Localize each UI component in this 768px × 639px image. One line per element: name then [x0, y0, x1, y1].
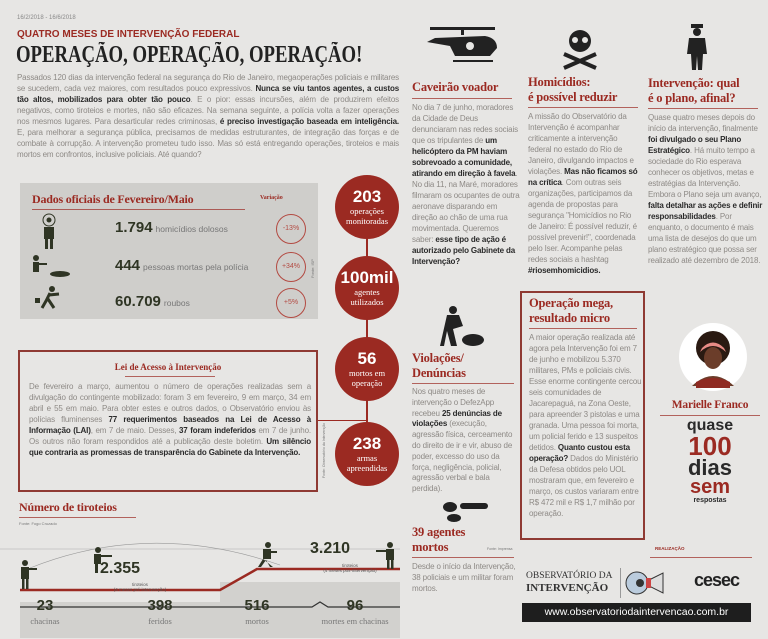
lei-title: Lei de Acesso à Intervenção: [114, 362, 222, 372]
body-text: Dados do Ministério da Defesa obtidos pelo UOL mostraram que, em fevereiro e março, os custos variaram entre R$ 472 mil e R$ 1,7 milhão por operação.: [529, 454, 639, 518]
realizacao-label: REALIZAÇÃO: [655, 546, 685, 551]
mega-text: [529, 332, 642, 519]
cesec-logo: cesec: [694, 570, 740, 590]
lei-text: [29, 381, 311, 458]
stat-row: 444 pessoas mortas pela polícia: [115, 257, 249, 274]
body-text: A missão do Observatório da Intervenção é acompanhar criticamente a intervenção federal no estado do Rio de Janeiro, divulgando impactos e violações.: [528, 112, 634, 176]
tiroteios-after-value: 3.210: [310, 540, 351, 557]
lei-acesso-box: [18, 350, 318, 492]
plano-title: Intervenção: qual é o plano, afinal?: [648, 76, 740, 105]
body-text: Nos quatro meses de intervenção o DefezApp recebeu: [412, 387, 495, 418]
intro-paragraph: [17, 72, 399, 160]
timeline-circle: 56 mortos em operação: [335, 337, 399, 401]
body-text: (execução, agressão física, cerceamento do direito de ir e vir, abuso de poder, excesso do uso da força, negligência, policial, agressão verbal e bala perdida).: [412, 419, 513, 494]
marielle-name: Marielle Franco: [671, 399, 749, 411]
page-title: OPERAÇÃO, OPERAÇÃO, OPERAÇÃO!: [16, 42, 363, 68]
body-text: . No dia 11, na Maré, moradores filmaram os ocupantes de outra aeronave disparando em direção ao chão de uma rua movimentada. Queremos saber:: [412, 169, 520, 244]
dados-source: Fonte: ISP: [310, 259, 315, 278]
stat-mortos: 516: [244, 597, 270, 614]
homicidios-text: [528, 111, 641, 276]
highlight-text: #riosemhomicidios.: [528, 266, 601, 275]
tiroteios-title: Número de tiroteios: [19, 500, 117, 514]
body-text: No dia 7 de junho, moradores da Cidade de Deus denunciaram nas redes sociais que os tripulantes de: [412, 103, 518, 145]
marielle-counter: quase 100 dias sem respostas: [686, 417, 734, 504]
body-text: . Há muito tempo a sociedade do Rio esperava conhecer os objetivos, metas e estratégias da Intervenção. Embora o Plano seja um avanço,: [648, 146, 762, 199]
highlight-text: 25 denúncias de violações: [412, 408, 502, 429]
stat-label: mortes em chacinas: [321, 616, 389, 626]
tiroteios-after-period: (4 meses pós-intervenção): [323, 568, 377, 573]
tiroteios-before-label: tiroteios: [132, 582, 148, 587]
body-text: A maior operação realizada até agora pela Intervenção foi em 7 de junho e mobilizou 5.370 militares, PMs e policiais civis. Esse enorme contingente cercou seis comunidades de Jacarepaguá, na Zona Oeste, para apreender 3 pistolas e uma granada. Uma pessoa foi morta, um policial ferido e 13 suspeitos detidos.: [529, 333, 642, 452]
police-abuse-icon: [440, 305, 486, 349]
violacoes-title: Violações/ Denúncias: [412, 351, 466, 380]
soldier-icon: [21, 560, 37, 589]
homicidios-title: Homicídios: é possível reduzir: [528, 75, 618, 104]
highlight-text: Quanto custou esta operação?: [529, 443, 630, 463]
stat-chacinas: 23: [36, 597, 54, 614]
timeline-circle: 100mil agentes utilizados: [335, 256, 399, 320]
variacao-label: Variação: [260, 195, 283, 201]
highlight-text: Um silêncio que contraria as promessas de transparência do Gabinete da Intervenção.: [29, 437, 311, 457]
highlight-text: Nunca se viu tantos agentes, a custos tão altos, mobilizados para obter tão pouco: [17, 84, 399, 104]
tiroteios-after-label: tiroteios: [342, 563, 358, 568]
dados-title: Dados oficiais de Fevereiro/Maio: [32, 192, 194, 206]
stat-feridos: 398: [147, 597, 173, 614]
agentes-text: [412, 561, 520, 594]
dead-agent-icon: [440, 499, 490, 523]
highlight-text: foi divulgado o seu Plano Estratégico: [648, 135, 742, 155]
soldier-standing-icon: [683, 24, 713, 72]
date-range: 16/2/2018 - 16/6/2018: [17, 15, 76, 21]
highlight-text: 37 foram indeferidos: [179, 426, 256, 435]
dados-oficiais-box: [20, 183, 318, 319]
mega-title: Operação mega, resultado micro: [529, 296, 613, 325]
helicopter-icon: [425, 24, 500, 66]
agentes-title: 39 agentes mortos: [412, 525, 466, 554]
stat-mortes-chacinas: 96: [346, 597, 364, 614]
highlight-text: é preciso investigação baseada em inteligência.: [219, 117, 399, 126]
body-text: Desde o início da Intervenção, 38 policiais e um militar foram mortos.: [412, 562, 516, 593]
body-text: . Com outras seis organizações, participamos da agenda de propostas para segurança "Homicídios no Rio de Janeiro: É possível reduzir, é possível prevenir!", coordenada pelo Iser. Acompanhe pelas redes sociais a hashtag: [528, 178, 637, 264]
agentes-source: Fonte: Imprensa: [487, 547, 513, 551]
caveirao-title: Caveirão voador: [412, 80, 499, 94]
body-text: . E o pior: essas incursões, além de produzirem efeitos negativos, como tiroteios e mortes, não são eficazes. Na semana seguinte, a polícia volta a fazer operações nos mesmos lugares. Para desarticular redes criminosas,: [17, 95, 400, 126]
stat-label: chacinas: [30, 616, 60, 626]
marielle-avatar: [678, 322, 748, 392]
body-text: E, para melhorar a segurança pública, precisamos de medidas estruturantes, de integração das forças e de combate à corrupção. A intervenção prometeu tudo isso. Mas só está entregando operações, tiroteios e mais mortos em confrontos, inclusive policiais. Até quando?: [17, 128, 399, 159]
tiroteios-before-period: (4 meses pré-intervenção): [113, 587, 167, 592]
body-text: Passados 120 dias da intervenção federal na segurança do Rio de Janeiro, megaoperações policiais e militares se sucedem, cada vez maiores, com resultados pouco expressivos.: [17, 73, 399, 93]
timeline-line: [366, 200, 368, 460]
stat-label: feridos: [148, 616, 172, 626]
timeline-circle: 238 armas apreendidas: [335, 422, 399, 486]
variation-badge: +5%: [276, 288, 306, 318]
violacoes-text: [412, 387, 520, 495]
tiroteios-source: Fonte: Fogo Cruzado: [19, 521, 57, 526]
variation-badge: +34%: [276, 252, 306, 282]
highlight-text: falta detalhar as ações e definir responsabilidades: [648, 201, 763, 221]
tiroteios-before-value: 2.355: [100, 560, 141, 577]
person-target-icon: [38, 213, 60, 251]
body-text: . Por enquanto, o documento é mais uma lista de desejos do que um plano estratégico que possa ser realizado até dezembro de 2018.: [648, 212, 761, 265]
observatorio-logo: OBSERVATÓRIO DA INTERVENÇÃO: [526, 571, 613, 594]
stat-label: mortos: [245, 616, 269, 626]
skull-icon: [560, 28, 600, 70]
website-url[interactable]: www.observatoriodaintervencao.com.br: [522, 603, 751, 622]
kicker: QUATRO MESES DE INTERVENÇÃO FEDERAL: [17, 29, 240, 40]
robbery-icon: [34, 286, 64, 310]
highlight-text: Mas não ficamos só na crítica: [528, 167, 638, 187]
plano-text: [648, 112, 764, 266]
timeline-circle: 203 operações monitoradas: [335, 175, 399, 239]
stat-row: 60.709 roubos: [115, 293, 190, 310]
highlight-text: um helicóptero da PM haviam sobrevoado a comunidade, atirando em direção à favela: [412, 136, 516, 178]
operacao-mega-box: [520, 291, 645, 540]
body-text: , em 7 de maio. Desses,: [90, 426, 179, 435]
stat-row: 1.794 homicídios dolosos: [115, 219, 228, 236]
police-shooting-icon: [30, 254, 70, 280]
eye-megaphone-icon: [625, 570, 670, 596]
caveirao-text: [412, 102, 520, 267]
body-text: em 7 de junho. Os outros não foram respondidos até a publicação deste boletim.: [29, 426, 311, 446]
body-text: Quase quatro meses depois do início da intervenção, finalmente: [648, 113, 758, 133]
lei-source: Fonte: Observatório da Intervenção: [322, 422, 326, 478]
body-text: De fevereiro a março, aumentou o número de operações realizadas sem a divulgação do contingente mobilizado: foram 3 em fevereiro, 9 em março, 34 em abril e 55 em maio. Para obter estes e outros dados, o Observatório enviou às polícias fluminenses: [29, 382, 311, 424]
highlight-text: esse tipo de ação é autorizado pelo Gabinete da Intervenção?: [412, 235, 516, 266]
highlight-text: 77 requerimentos baseados na Lei de Acesso à Informação (LAI): [29, 415, 312, 435]
variation-badge: -13%: [276, 214, 306, 244]
